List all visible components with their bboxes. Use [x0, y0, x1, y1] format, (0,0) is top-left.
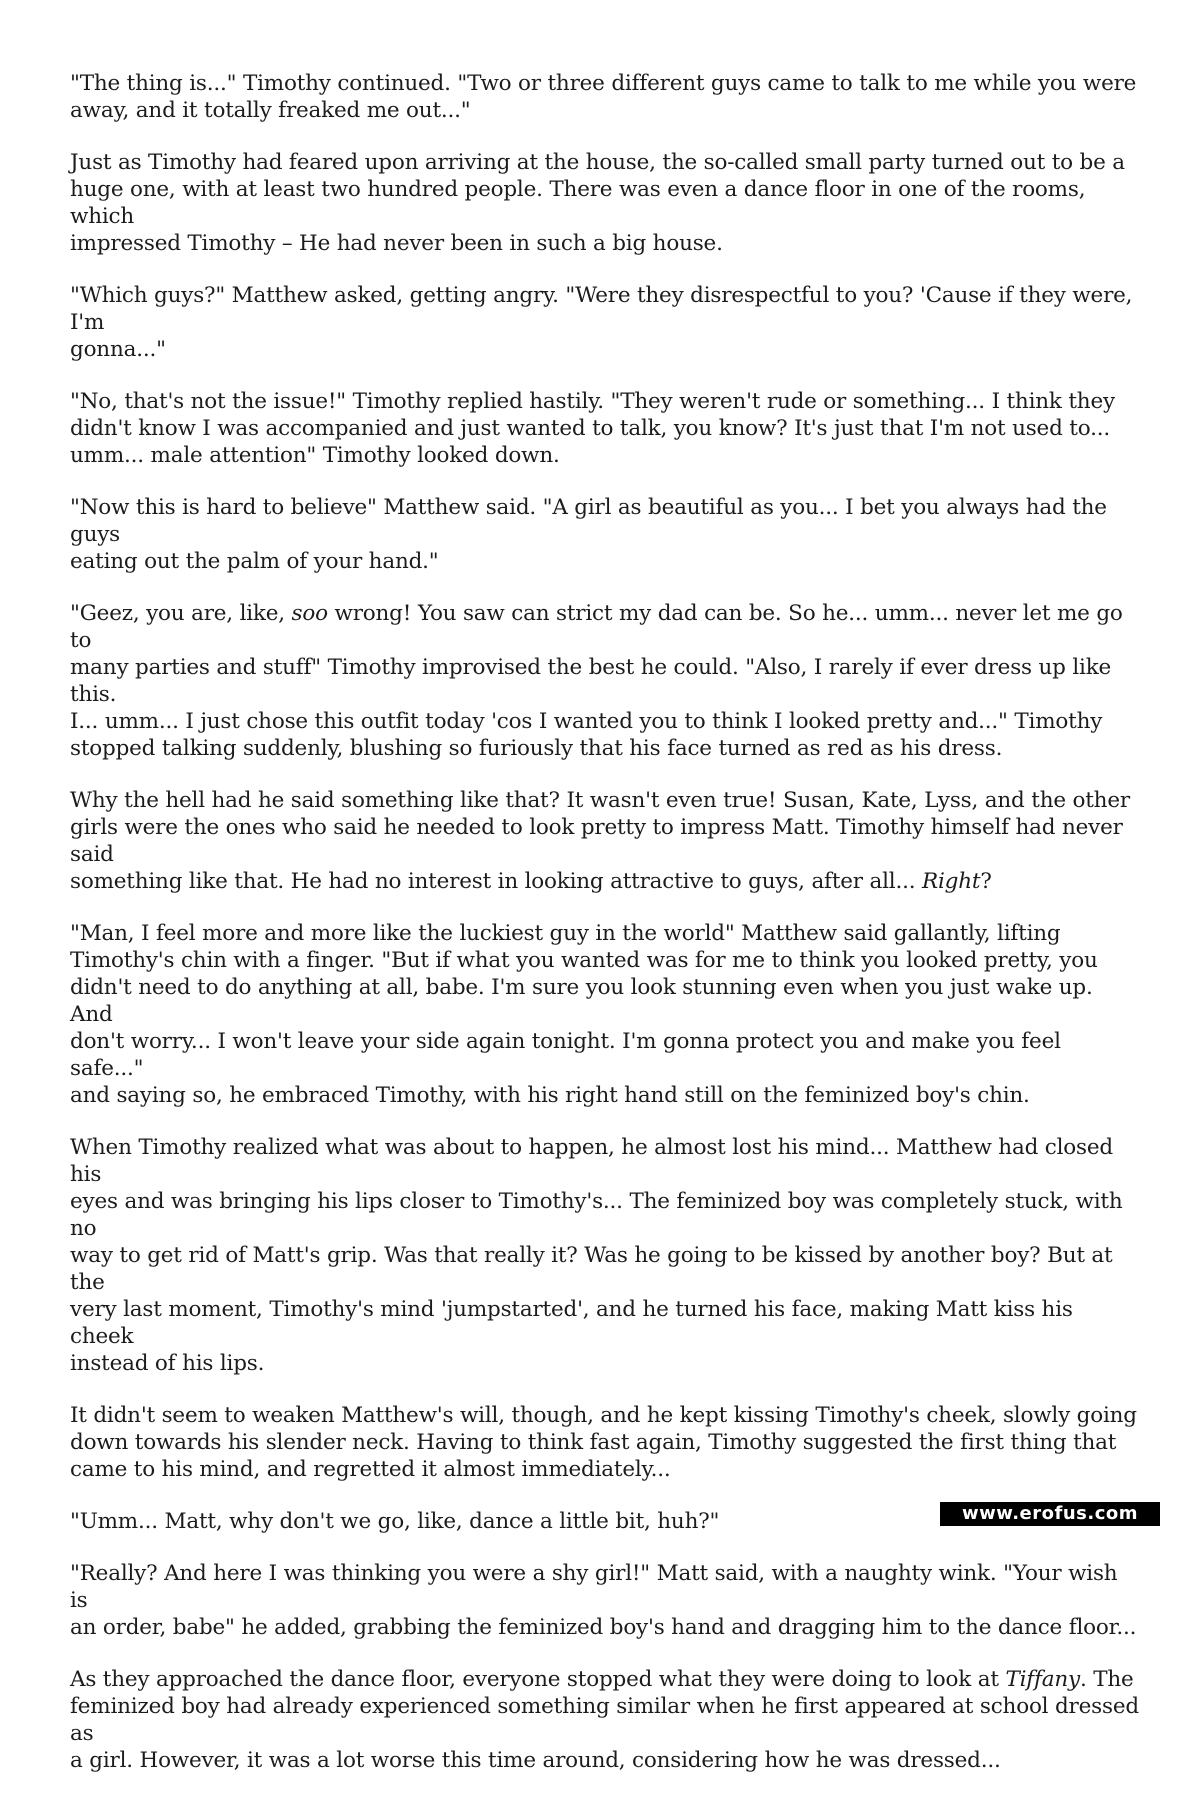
paragraph-6-text-after: wrong! You saw can strict my dad can be. So he... umm... never let me go to many parties and stuff" Timothy improvised the best he could. "Also, I rarely if ever dress up like this. I... umm... I just chose this outfit today 'cos I wanted you to think I looked pretty and..." Timothy stopped talking suddenly, blushing so furiously that his face turned as red as his dress.	[70, 601, 1123, 761]
paragraph-7-text-after: ?	[980, 869, 992, 894]
paragraph-6-text-before: "Geez, you are, like,	[70, 601, 292, 626]
paragraph-13-emphasis: Tiffany	[1005, 1667, 1080, 1692]
paragraph-5: "Now this is hard to believe" Matthew said. "A girl as beautiful as you... I bet you always had the guys eating out the palm of your hand."	[70, 495, 1107, 574]
paragraph-4: "No, that's not the issue!" Timothy replied hastily. "They weren't rude or something... I think they didn't know I was accompanied and just wanted to talk, you know? It's just that I'm not used to... umm... male attention" Timothy looked down.	[70, 389, 1115, 468]
paragraph-10: It didn't seem to weaken Matthew's will, though, and he kept kissing Timothy's cheek, slowly going down towards his slender neck. Having to think fast again, Timothy suggested the first thing that came to his mind, and regretted it almost immediately...	[70, 1403, 1137, 1482]
paragraph-7-text-before: Why the hell had he said something like that? It wasn't even true! Susan, Kate, Lyss, and the other girls were the ones who said he needed to look pretty to impress Matt. Timothy himself had never said something like that. He had no interest in looking attractive to guys, after all...	[70, 788, 1130, 894]
paragraph-8: "Man, I feel more and more like the luckiest guy in the world" Matthew said gallantly, lifting Timothy's chin with a finger. "But if what you wanted was for me to think you looked pretty, you didn't need to do anything at all, babe. I'm sure you look stunning even when you just wake up. And don't worry... I won't leave your side again tonight. I'm gonna protect you and make you feel safe..." and saying so, he embraced Timothy, with his right hand still on the feminized boy's chin.	[70, 921, 1098, 1108]
paragraph-13-text-before: As they approached the dance floor, everyone stopped what they were doing to look at	[70, 1667, 1006, 1692]
paragraph-9: When Timothy realized what was about to happen, he almost lost his mind... Matthew had closed his eyes and was bringing his lips closer to Timothy's... The feminized boy was completely stuck, with no way to get rid of Matt's grip. Was that really it? Was he going to be kissed by another boy? But at the very last moment, Timothy's mind 'jumpstarted', and he turned his face, making Matt kiss his cheek instead of his lips.	[70, 1135, 1123, 1376]
paragraph-6-emphasis: soo	[291, 601, 328, 626]
paragraph-11: "Umm... Matt, why don't we go, like, dance a little bit, huh?"	[70, 1509, 720, 1534]
paragraph-12: "Really? And here I was thinking you were a shy girl!" Matt said, with a naughty wink. "Your wish is an order, babe" he added, grabbing the feminized boy's hand and dragging him to the dance floor...	[70, 1561, 1137, 1640]
watermark: www.erofus.com	[940, 1502, 1160, 1526]
paragraph-13	[70, 1666, 1140, 1774]
paragraph-7-emphasis: Right	[922, 869, 981, 894]
paragraph-13-text-after: . The feminized boy had already experienced something similar when he first appeared at school dressed as a girl. However, it was a lot worse this time around, considering how he was dressed...	[70, 1667, 1139, 1773]
paragraph-3: "Which guys?" Matthew asked, getting angry. "Were they disrespectful to you? 'Cause if they were, I'm gonna..."	[70, 283, 1133, 362]
paragraph-6	[70, 600, 1140, 762]
paragraph-2: Just as Timothy had feared upon arriving at the house, the so-called small party turned out to be a huge one, with at least two hundred people. There was even a dance floor in one of the rooms, which impressed Timothy – He had never been in such a big house.	[70, 150, 1125, 256]
document-page	[70, 70, 1140, 1799]
paragraph-1: "The thing is..." Timothy continued. "Two or three different guys came to talk to me while you were away, and it totally freaked me out..."	[70, 71, 1137, 123]
paragraph-7	[70, 787, 1140, 895]
